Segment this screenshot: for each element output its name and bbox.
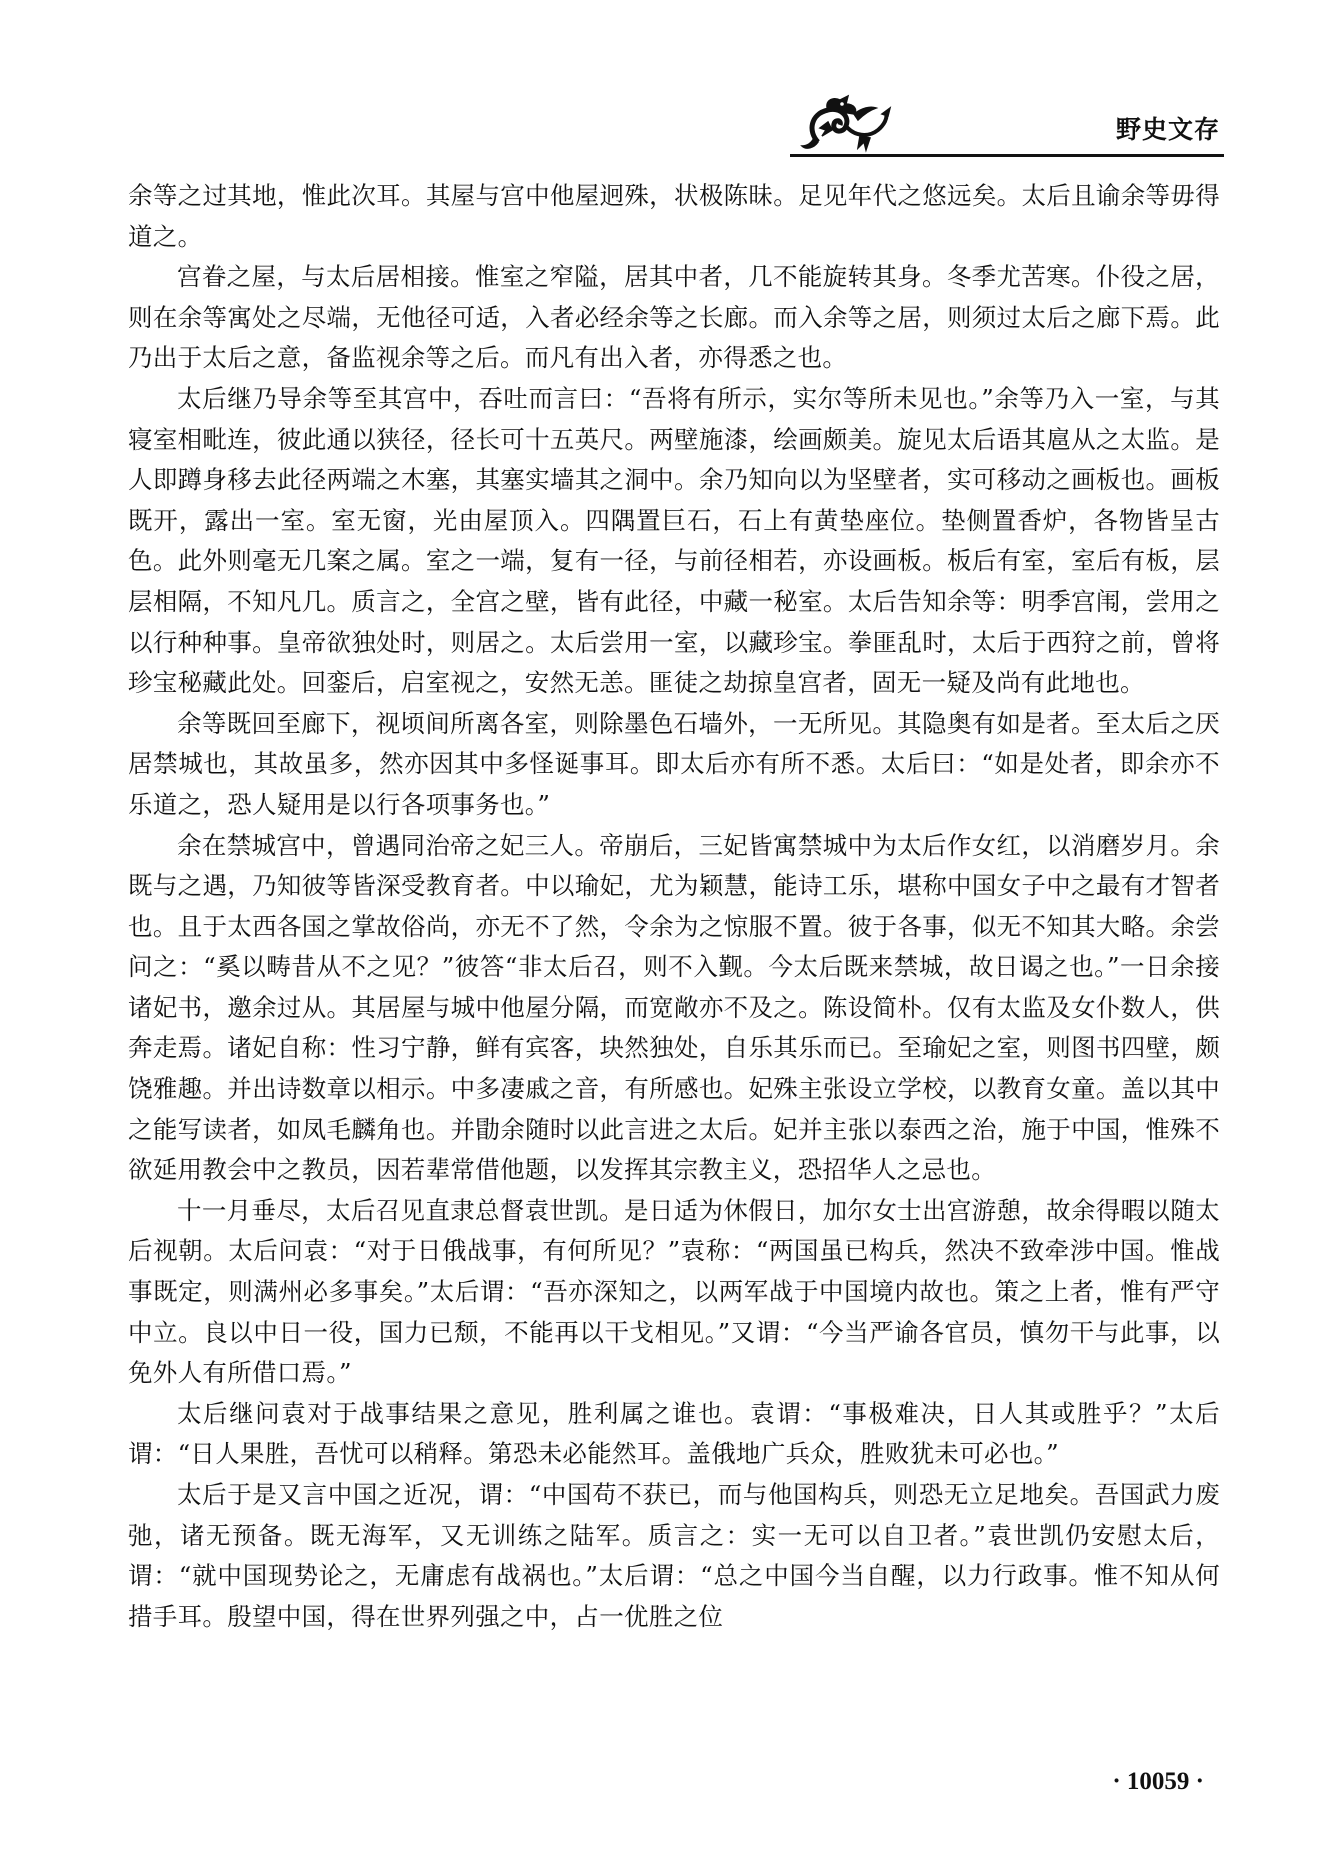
page-number: · 10059 · xyxy=(1112,1768,1204,1795)
paragraph: 太后继问袁对于战事结果之意见，胜利属之谁也。袁谓：“事极难决，日人其或胜乎？”太后谓：“日人果胜，吾忧可以稍释。第恐未必能然耳。盖俄地广兵众，胜败犹未可必也。” xyxy=(128,1398,1220,1469)
body-text xyxy=(128,176,1220,1637)
header-title: 野史文存 xyxy=(1115,115,1220,144)
paragraph: 十一月垂尽，太后召见直隶总督袁世凯。是日适为休假日，加尔女士出宫游憩，故余得暇以随太后视朝。太后问袁：“对于日俄战事，有何所见？”袁称：“两国虽已构兵，然决不致牵涉中国。惟战事既定，则满州必多事矣。”太后谓：“吾亦深知之，以两军战于中国境内故也。策之上者，惟有严守中立。良以中日一役，国力已颓，不能再以干戈相见。”又谓：“今当严谕各官员，慎勿干与此事，以免外人有所借口焉。” xyxy=(128,1195,1220,1388)
paragraph: 余在禁城宫中，曾遇同治帝之妃三人。帝崩后，三妃皆寓禁城中为太后作女红，以消磨岁月。余既与之遇，乃知彼等皆深受教育者。中以瑜妃，尤为颖慧，能诗工乐，堪称中国女子中之最有才智者也。且于太西各国之掌故俗尚，亦无不了然，令余为之惊服不置。彼于各事，似无不知其大略。余尝问之：“奚以畴昔从不之见？”彼答“非太后召，则不入觐。今太后既来禁城，故日谒之也。”一日余接诸妃书，邀余过从。其居屋与城中他屋分隔，而宽敞亦不及之。陈设简朴。仅有太监及女仆数人，供奔走焉。诸妃自称：性习宁静，鲜有宾客，块然独处，自乐其乐而已。至瑜妃之室，则图书四壁，颇饶雅趣。并出诗数章以相示。中多凄戚之音，有所感也。妃殊主张设立学校，以教育女童。盖以其中之能写读者，如凤毛麟角也。并勖余随时以此言进之太后。妃并主张以泰西之治，施于中国，惟殊不欲延用教会中之教员，因若辈常借他题，以发挥其宗教主义，恐招华人之忌也。 xyxy=(128,830,1220,1185)
paragraph: 余等之过其地，惟此次耳。其屋与宫中他屋迥殊，状极陈昧。足见年代之悠远矣。太后且谕余等毋得道之。 xyxy=(128,181,1220,251)
dragon-icon xyxy=(798,92,894,158)
paragraph: 太后继乃导余等至其宫中，吞吐而言曰：“吾将有所示，实尔等所未见也。”余等乃入一室，与其寝室相毗连，彼此通以狭径，径长可十五英尺。两壁施漆，绘画颇美。旋见太后语其扈从之太监。是人即蹲身移去此径两端之木塞，其塞实墙其之洞中。余乃知向以为坚壁者，实可移动之画板也。画板既开，露出一室。室无窗，光由屋顶入。四隅置巨石，石上有黄垫座位。垫侧置香炉，各物皆呈古色。此外则毫无几案之属。室之一端，复有一径，与前径相若，亦设画板。板后有室，室后有板，层层相隔，不知凡几。质言之，全宫之壁，皆有此径，中藏一秘室。太后告知余等：明季宫闱，尝用之以行种种事。皇帝欲独处时，则居之。太后尝用一室，以藏珍宝。拳匪乱时，太后于西狩之前，曾将珍宝秘藏此处。回銮后，启室视之，安然无恙。匪徒之劫掠皇宫者，固无一疑及尚有此地也。 xyxy=(128,383,1220,698)
header-divider xyxy=(790,154,1224,157)
paragraph: 余等既回至廊下，视顷间所离各室，则除墨色石墙外，一无所见。其隐奥有如是者。至太后之厌居禁城也，其故虽多，然亦因其中多怪诞事耳。即太后亦有所不悉。太后曰：“如是处者，即余亦不乐道之，恐人疑用是以行各项事务也。” xyxy=(128,708,1220,819)
paragraph: 宫眷之屋，与太后居相接。惟室之窄隘，居其中者，几不能旋转其身。冬季尤苦寒。仆役之居，则在余等寓处之尽端，无他径可适，入者必经余等之长廊。而入余等之居，则须过太后之廊下焉。此乃出于太后之意，备监视余等之后。而凡有出入者，亦得悉之也。 xyxy=(128,262,1220,373)
paragraph: 太后于是又言中国之近况，谓：“中国苟不获已，而与他国构兵，则恐无立足地矣。吾国武力废弛，诸无预备。既无海军，又无训练之陆军。质言之：实一无可以自卫者。”袁世凯仍安慰太后，谓：“就中国现势论之，无庸虑有战祸也。”太后谓：“总之中国今当自醒，以力行政事。惟不知从何措手耳。殷望中国，得在世界列强之中，占一优胜之位 xyxy=(128,1480,1220,1631)
running-header xyxy=(790,92,1220,160)
